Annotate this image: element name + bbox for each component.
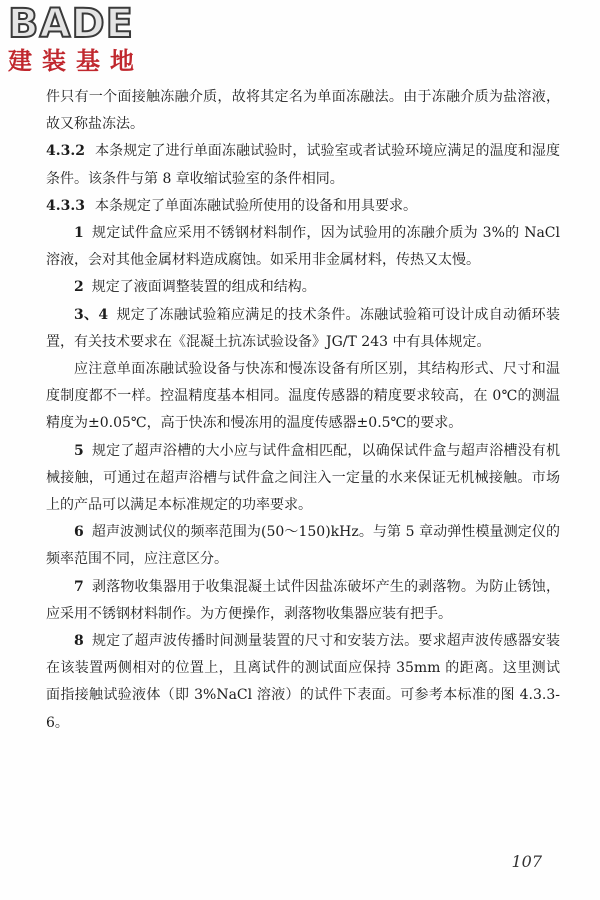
- item-number: 7: [74, 578, 84, 595]
- paragraph-continuation: [46, 84, 560, 138]
- item-number: 3、4: [74, 306, 109, 323]
- item-number: 8: [74, 633, 84, 650]
- item-1: [46, 220, 560, 274]
- paragraph-text: 规定了超声浴槽的大小应与试件盒相匹配，以确保试件盒与超声浴槽没有机械接触，可通过在超声浴槽与试件盒之间注入一定量的水来保证无机械接触。市场上的产品可以满足本标准规定的功率要求。: [46, 442, 560, 514]
- paragraph-text: 规定了液面调整装置的组成和结构。: [91, 279, 316, 296]
- item-number: 2: [74, 279, 84, 296]
- logo-brand: BADE: [8, 1, 134, 47]
- item-2: [46, 274, 560, 301]
- section-4-3-2: [46, 138, 560, 192]
- paragraph-text: 件只有一个面接触冻融介质，故将其定名为单面冻融法。由于冻融介质为盐溶液，故又称盐冻法。: [46, 89, 560, 133]
- section-number: 4.3.2: [46, 143, 85, 160]
- item-5: [46, 438, 560, 520]
- page-number: 107: [511, 852, 542, 871]
- logo-subtitle: 建装基地: [8, 47, 144, 75]
- item-number: 5: [74, 442, 84, 459]
- item-number: 6: [74, 524, 84, 541]
- section-4-3-3: [46, 193, 560, 220]
- paragraph-text: 应注意单面冻融试验设备与快冻和慢冻设备有所区别，其结构形式、尺寸和温度制度都不一样。控温精度基本相同。温度传感器的精度要求较高，在 0℃的测温精度为±0.05℃，高于快冻和慢冻用的温度传感器±0.5℃的要求。: [46, 361, 560, 432]
- note-paragraph: [46, 356, 560, 438]
- item-3-4: [46, 302, 560, 356]
- paragraph-text: 本条规定了进行单面冻融试验时，试验室或者试验环境应满足的温度和湿度条件。该条件与第 8 章收缩试验室的条件相同。: [46, 143, 560, 187]
- item-number: 1: [74, 225, 84, 242]
- section-number: 4.3.3: [46, 197, 85, 214]
- site-logo: [8, 1, 178, 76]
- item-7: [46, 574, 560, 628]
- paragraph-text: 规定了超声波传播时间测量装置的尺寸和安装方法。要求超声波传感器安装在该装置两侧相对的位置上，且离试件的测试面应保持 35mm 的距离。这里测试面指接触试验液体（即 3%NaCl 溶液）的试件下表面。可参考本标准的图 4.3.3-6。: [46, 633, 560, 731]
- paragraph-text: 规定试件盒应采用不锈钢材料制作，因为试验用的冻融介质为 3%的 NaCl 溶液，会对其他金属材料造成腐蚀。如采用非金属材料，传热又太慢。: [46, 225, 560, 269]
- paragraph-text: 本条规定了单面冻融试验所使用的设备和用具要求。: [94, 197, 417, 214]
- paragraph-text: 规定了冻融试验箱应满足的技术条件。冻融试验箱可设计成自动循环装置，有关技术要求在《混凝土抗冻试验设备》JG/T 243 中有具体规定。: [46, 306, 561, 350]
- paragraph-text: 剥落物收集器用于收集混凝土试件因盐冻破坏产生的剥落物。为防止锈蚀，应采用不锈钢材料制作。为方便操作，剥落物收集器应装有把手。: [46, 578, 560, 622]
- item-8: [46, 628, 560, 737]
- paragraph-text: 超声波测试仪的频率范围为(50～150)kHz。与第 5 章动弹性模量测定仪的频率范围不同，应注意区分。: [46, 524, 560, 568]
- page-body: [46, 84, 560, 737]
- item-6: [46, 519, 560, 573]
